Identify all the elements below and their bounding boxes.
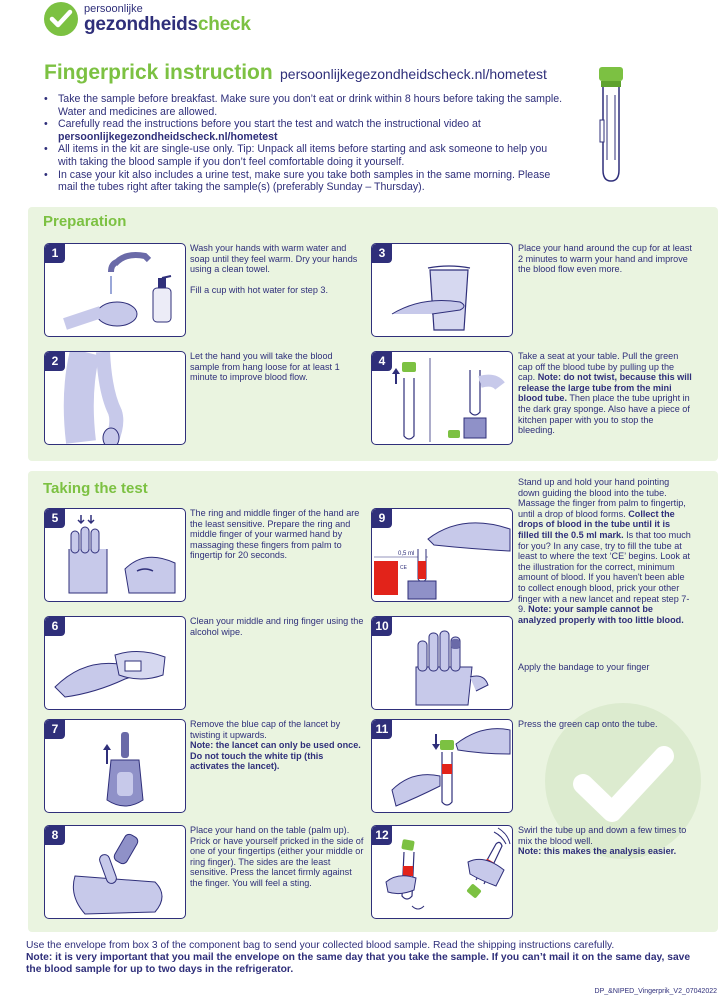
step-text-normal: Then place the tube upright in the dark gray sponge. Also have a piece of kitchen paper with you to stop the bleeding. <box>518 393 690 436</box>
step-text-paragraph: Wash your hands with warm water and soap until they feel warm. Dry your hands using a clean towel. <box>190 243 358 275</box>
step-11-text <box>518 719 692 730</box>
step-number: 4 <box>372 352 392 371</box>
step-text-paragraph: Apply the bandage to your finger <box>518 662 650 672</box>
step-12-illustration <box>371 825 513 919</box>
ml-label: 0,5 ml <box>398 551 415 557</box>
section-title: Taking the test <box>43 480 148 497</box>
step-10-text <box>518 662 692 673</box>
step-4-illustration <box>371 351 513 445</box>
bandage-icon <box>372 617 513 710</box>
step-text-paragraph: Clean your middle and ring finger using the alcohol wipe. <box>190 616 364 637</box>
intro-item: • In case your kit also includes a urine test, make sure you take both samples in the same morning. Please mail the tubes right after taking the sample(s) (preferably Sunday – Thursday). <box>44 169 564 194</box>
step-number: 3 <box>372 244 392 263</box>
step-text-paragraph: Press the green cap onto the tube. <box>518 719 658 729</box>
brand-name <box>84 14 251 36</box>
step-text-note: Collect the drops of blood in the tube until it is filled till the 0.5 ml mark. <box>518 508 675 540</box>
footer-note <box>26 940 702 977</box>
step-number: 2 <box>45 352 65 371</box>
intro-item-text: Carefully read the instructions before you start the test and watch the instructional video at <box>58 118 481 131</box>
step-1-illustration <box>44 243 186 337</box>
intro-item <box>44 118 564 143</box>
step-text-paragraph: Fill a cup with hot water for step 3. <box>190 284 328 295</box>
step-6-illustration <box>44 616 186 710</box>
step-text-paragraph <box>190 719 364 772</box>
intro-list <box>44 93 564 194</box>
brand-name-green: check <box>197 14 251 35</box>
step-number: 10 <box>372 617 392 636</box>
step-text-paragraph: Place your hand on the table (palm up). Prick or have yourself pricked in the side of one of your fingertips (either your middle or ring finger). The sides are the least sensitive. Press the lancet firmly against the finger. You will feel a sting. <box>190 825 364 888</box>
step-text-normal: Swirl the tube up and down a few times to mix the blood well. <box>518 825 687 846</box>
step-text-paragraph <box>518 477 692 625</box>
step-2-text <box>190 351 364 383</box>
step-6-text <box>190 616 364 637</box>
taking-test-section <box>28 471 718 932</box>
step-text-note: Note: your sample cannot be analyzed properly with too little blood. <box>518 604 684 625</box>
brand-small: persoonlijke <box>84 3 143 15</box>
check-logo-icon <box>44 2 78 36</box>
step-text-note: Note: the lancet can only be used once. Do not touch the white tip (this activates the lancet). <box>190 740 361 772</box>
step-text-note: Note: this makes the analysis easier. <box>518 846 677 857</box>
blood-tube-illustration <box>596 65 626 185</box>
step-number: 11 <box>372 720 392 739</box>
intro-item: • Take the sample before breakfast. Make sure you don’t eat or drink within 8 hours before taking the sample. Water and medicines are allowed. <box>44 93 564 118</box>
swirl-tube-icon <box>372 826 513 919</box>
step-3-illustration <box>371 243 513 337</box>
step-number: 12 <box>372 826 392 845</box>
step-text-note: Note: do not twist, because this will release the large tube from the mini blood tube. <box>518 372 692 404</box>
step-text-paragraph: Let the hand you will take the blood sample from hang loose for at least 1 minute to improve blood flow. <box>190 351 340 383</box>
step-number: 8 <box>45 826 65 845</box>
tube-preparation-icon <box>372 352 513 445</box>
hanging-arm-icon <box>45 352 186 445</box>
step-8-illustration <box>44 825 186 919</box>
step-12-text <box>518 825 692 857</box>
step-text-paragraph <box>518 351 692 436</box>
step-9-text <box>518 477 692 625</box>
step-text-paragraph <box>518 825 692 857</box>
step-5-text <box>190 508 364 561</box>
step-text-paragraph: Place your hand around the cup for at least 2 minutes to warm your hand and improve the blood flow even more. <box>518 243 692 275</box>
brand-logo <box>44 2 274 42</box>
finger-prick-icon <box>45 826 186 919</box>
step-10-illustration <box>371 616 513 710</box>
document-id: DP_&NIPED_Vingerprik_V2_07042022 <box>594 988 717 995</box>
step-text-paragraph: The ring and middle finger of the hand are the least sensitive. Prepare the ring and middle finger of your warmed hand by massaging these fingers from palm to fingertip for 20 seconds. <box>190 508 360 561</box>
step-number: 6 <box>45 617 65 636</box>
preparation-section <box>28 207 718 461</box>
intro-url[interactable]: persoonlijkegezondheidscheck.nl/hometest <box>58 130 278 143</box>
alcohol-wipe-icon <box>45 617 186 710</box>
step-7-illustration <box>44 719 186 813</box>
footer-warning: Note: it is very important that you mail the envelope on the same day that you take the sample. If you can’t mail it on the same day, save the blood sample for up to two days in the refrigerator. <box>26 952 691 976</box>
step-3-text <box>518 243 692 275</box>
warm-cup-icon <box>372 244 513 337</box>
finger-massage-icon <box>45 509 186 602</box>
step-5-illustration <box>44 508 186 602</box>
hometest-url[interactable]: persoonlijkegezondheidscheck.nl/hometest <box>280 66 547 82</box>
step-9-illustration <box>371 508 513 602</box>
step-2-illustration <box>44 351 186 445</box>
footer-text: Use the envelope from box 3 of the component bag to send your collected blood sample. Read the shipping instructions carefully. <box>26 940 615 951</box>
step-4-text <box>518 351 692 436</box>
hand-washing-icon <box>45 244 186 337</box>
blood-collection-icon <box>372 509 513 602</box>
page-title: Fingerprick instruction <box>44 61 273 84</box>
step-11-illustration <box>371 719 513 813</box>
step-text-normal: Take a seat at your table. Pull the green cap off the blood tube by pulling up the cap. <box>518 351 679 383</box>
step-text-normal: Is that too much for you? In any case, try to fill the tube at least to where the text ‘CE’ begins. Look at the illustration for the correct, minimum amount of blood. If you haven't been able to collect enough blood, prick your other finger with a new lancet and repeat step 7-9. <box>518 529 691 615</box>
step-text-normal: Remove the blue cap of the lancet by twisting it upwards. <box>190 719 341 740</box>
section-title: Preparation <box>43 213 127 230</box>
step-7-text <box>190 719 364 772</box>
step-number: 1 <box>45 244 65 263</box>
step-text-normal: Stand up and hold your hand pointing down guiding the blood into the tube. Massage the finger from palm to fingertip, until a drop of blood forms. <box>518 477 686 519</box>
brand-name-navy: gezondheids <box>84 14 198 35</box>
intro-item: • All items in the kit are single-use only. Tip: Unpack all items before starting and ask someone to help you with taking the blood sample if you don’t feel comfortable doing it yourself. <box>44 143 564 168</box>
step-1-text <box>190 243 364 295</box>
cap-tube-icon <box>372 720 513 813</box>
step-number: 9 <box>372 509 392 528</box>
step-8-text <box>190 825 364 889</box>
lancet-icon <box>45 720 186 813</box>
step-number: 7 <box>45 720 65 739</box>
step-number: 5 <box>45 509 65 528</box>
ce-label: CE <box>400 565 407 571</box>
